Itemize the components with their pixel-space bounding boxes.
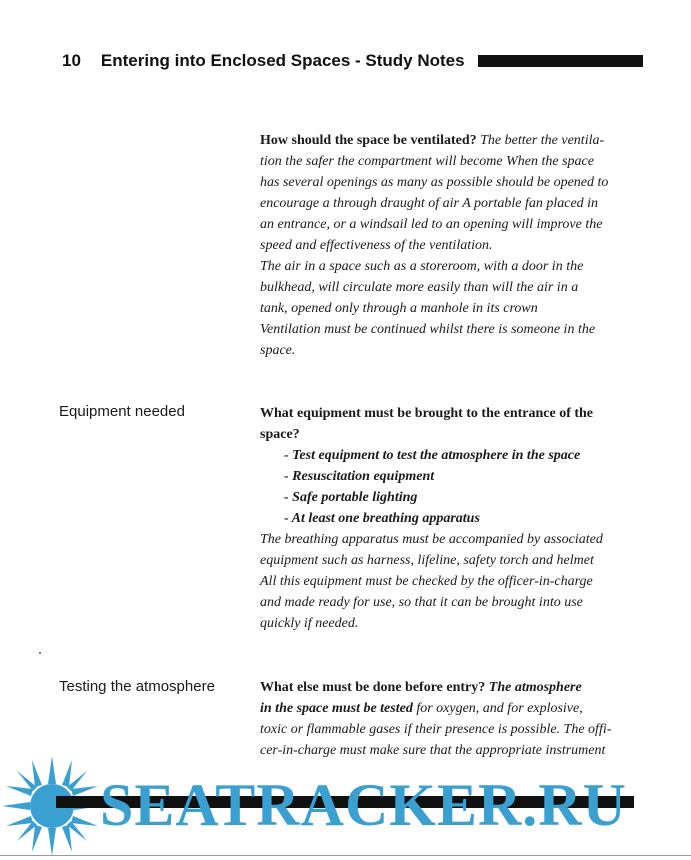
testing-line: cer-in-charge must make sure that the appropriate instrument xyxy=(260,743,606,758)
equipment-list xyxy=(260,445,646,529)
stray-dot xyxy=(39,652,41,654)
page-number: 10 xyxy=(62,51,81,70)
equipment-line: The breathing apparatus must be accompanied by associated xyxy=(260,532,603,547)
equipment-line: and made ready for use, so that it can be brought into use xyxy=(260,595,583,610)
ventilation-line: The better the ventila- xyxy=(480,133,605,148)
testing-emphasis: The atmosphere xyxy=(488,680,582,695)
ventilation-line: speed and effectiveness of the ventilation. xyxy=(260,238,493,253)
list-item: - Resuscitation equipment xyxy=(284,469,435,484)
page-title: Entering into Enclosed Spaces - Study Notes xyxy=(100,51,465,70)
testing-line: toxic or flammable gases if their presence is possible. The offi- xyxy=(260,722,612,737)
equipment-line: quickly if needed. xyxy=(260,616,359,631)
ventilation-question: How should the space be ventilated? xyxy=(260,133,477,148)
page-header xyxy=(62,50,465,72)
watermark-text: SEATRACKER.RU xyxy=(100,772,627,838)
list-item: - Test equipment to test the atmosphere in the space xyxy=(284,448,581,463)
equipment-line: equipment such as harness, lifeline, safety torch and helmet xyxy=(260,553,594,568)
equipment-section xyxy=(260,403,646,634)
ventilation-line: an entrance, or a windsail led to an opening will improve the xyxy=(260,217,603,232)
ventilation-line: tank, opened only through a manhole in its crown xyxy=(260,301,538,316)
header-bar xyxy=(478,55,643,67)
testing-side-heading: Testing the atmosphere xyxy=(59,678,215,695)
testing-question: What else must be done before entry? xyxy=(260,680,486,695)
equipment-side-heading: Equipment needed xyxy=(59,403,185,420)
ventilation-section xyxy=(260,130,646,361)
list-item: - At least one breathing apparatus xyxy=(284,511,480,526)
ventilation-line: has several openings as many as possible should be opened to xyxy=(260,175,609,190)
equipment-question: space? xyxy=(260,427,300,442)
ventilation-line: Ventilation must be continued whilst there is someone in the xyxy=(260,322,596,337)
list-item: - Safe portable lighting xyxy=(284,490,418,505)
ventilation-line: space. xyxy=(260,343,296,358)
testing-emphasis: in the space must be tested xyxy=(260,701,413,716)
ventilation-line: tion the safer the compartment will become When the space xyxy=(260,154,594,169)
ventilation-line: encourage a through draught of air A portable fan placed in xyxy=(260,196,599,211)
equipment-question: What equipment must be brought to the entrance of the xyxy=(260,406,594,421)
bottom-rule xyxy=(0,855,691,856)
testing-section xyxy=(260,677,646,761)
ventilation-line: The air in a space such as a storeroom, with a door in the xyxy=(260,259,584,274)
testing-line: for oxygen, and for explosive, xyxy=(412,701,583,716)
equipment-line: All this equipment must be checked by the officer-in-charge xyxy=(260,574,593,589)
ventilation-line: bulkhead, will circulate more easily than will the air in a xyxy=(260,280,579,295)
